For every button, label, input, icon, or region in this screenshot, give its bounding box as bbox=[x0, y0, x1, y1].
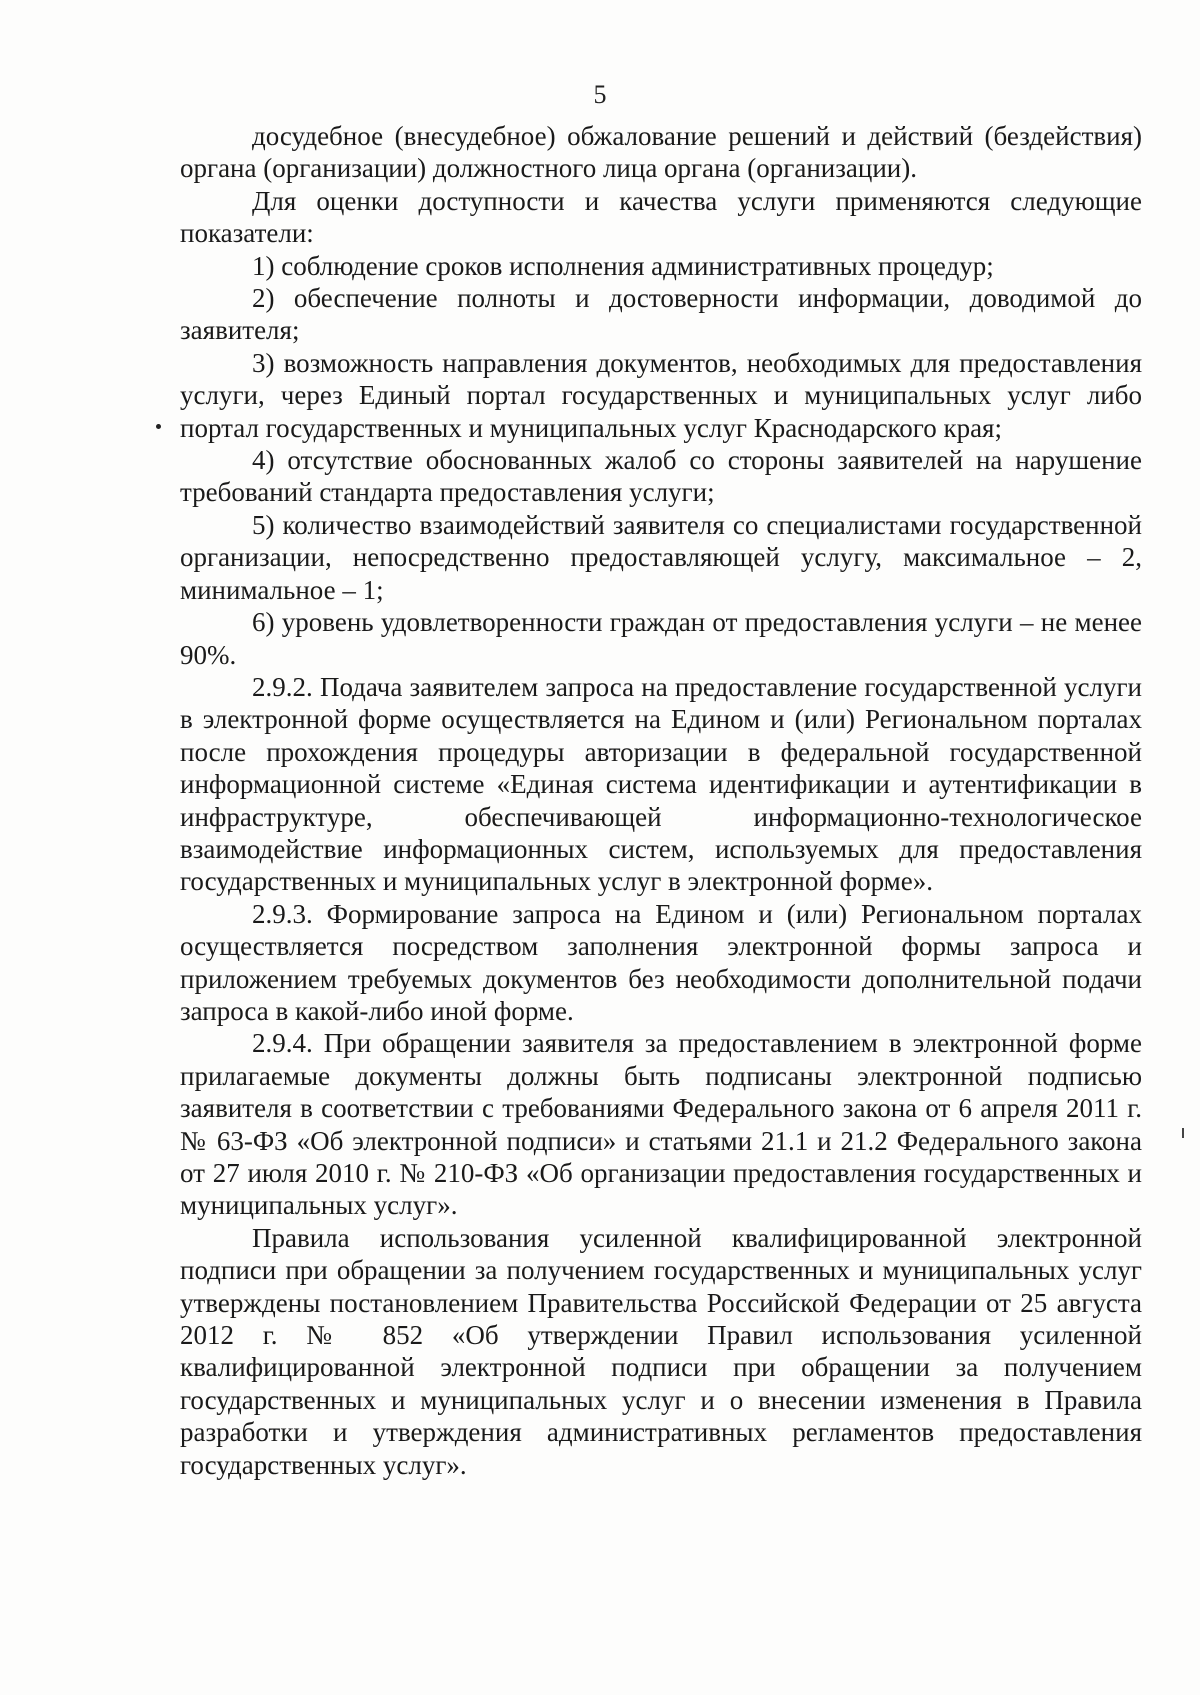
paragraph-signature-rules: Правила использования усиленной квалифицированной электронной подписи при обращении за получением государственных и муниципальных услуг утверждены постановлением Правительства Российской Федерации от 25 августа 2012 г. № 852 «Об утверждении Правил использования усиленной квалифицированной электронной подписи при обращении за получением государственных и муниципальных услуг и о внесении изменения в Правила разработки и утверждения административных регламентов предоставления государственных услуг». bbox=[180, 1222, 1142, 1480]
paragraph-2-9-4: 2.9.4. При обращении заявителя за предоставлением в электронной форме прилагаемые документы должны быть подписаны электронной подписью заявителя в соответствии с требованиями Федерального закона от 6 апреля 2011 г. № 63-ФЗ «Об электронной подписи» и статьями 21.1 и 21.2 Федерального закона от 27 июля 2010 г. № 210-ФЗ «Об организации предоставления государственных и муниципальных услуг». bbox=[180, 1028, 1142, 1221]
paragraph-indicator-4: 4) отсутствие обоснованных жалоб со стороны заявителей на нарушение требований стандарта предоставления услуги; bbox=[180, 445, 1142, 508]
margin-mark bbox=[1182, 1128, 1184, 1138]
margin-dot bbox=[156, 424, 161, 429]
paragraph-indicator-6: 6) уровень удовлетворенности граждан от предоставления услуги – не менее 90%. bbox=[180, 607, 1142, 670]
paragraph-indicator-1: 1) соблюдение сроков исполнения административных процедур; bbox=[252, 250, 994, 281]
paragraph-indicator-2: 2) обеспечение полноты и достоверности информации, доводимой до заявителя; bbox=[180, 283, 1142, 346]
paragraph-indicator-5: 5) количество взаимодействий заявителя со специалистами государственной организации, непосредственно предоставляющей услугу, максимальное – 2, минимальное – 1; bbox=[180, 509, 1142, 605]
paragraph-2-9-3: 2.9.3. Формирование запроса на Едином и (или) Региональном порталах осуществляется посредством заполнения электронной формы запроса и приложением требуемых документов без необходимости дополнительной подачи запроса в какой-либо иной форме. bbox=[180, 898, 1142, 1026]
page-number: 5 bbox=[593, 80, 607, 109]
paragraph-indicators-intro: Для оценки доступности и качества услуги применяются следующие показатели: bbox=[180, 185, 1142, 249]
paragraph-indicator-3: 3) возможность направления документов, необходимых для предоставления услуги, через Единый портал государственных и муниципальных услуг либо портал государственных и муниципальных услуг Краснодарского края; bbox=[180, 347, 1142, 443]
paragraph-2-9-2: 2.9.2. Подача заявителем запроса на предоставление государственной услуги в электронной форме осуществляется на Едином и (или) Региональном порталах после прохождения процедуры авторизации в федеральной государственной информационной системе «Единая система идентификации и аутентификации в инфраструктуре, обеспечивающей информационно-технологическое взаимодействие информационных систем, используемых для предоставления государственных и муниципальных услуг в электронной форме». bbox=[180, 671, 1142, 897]
document-body bbox=[180, 120, 1142, 1481]
paragraph-appeal: досудебное (внесудебное) обжалование решений и действий (бездействия) органа (организации) должностного лица органа (организации). bbox=[180, 121, 1142, 184]
